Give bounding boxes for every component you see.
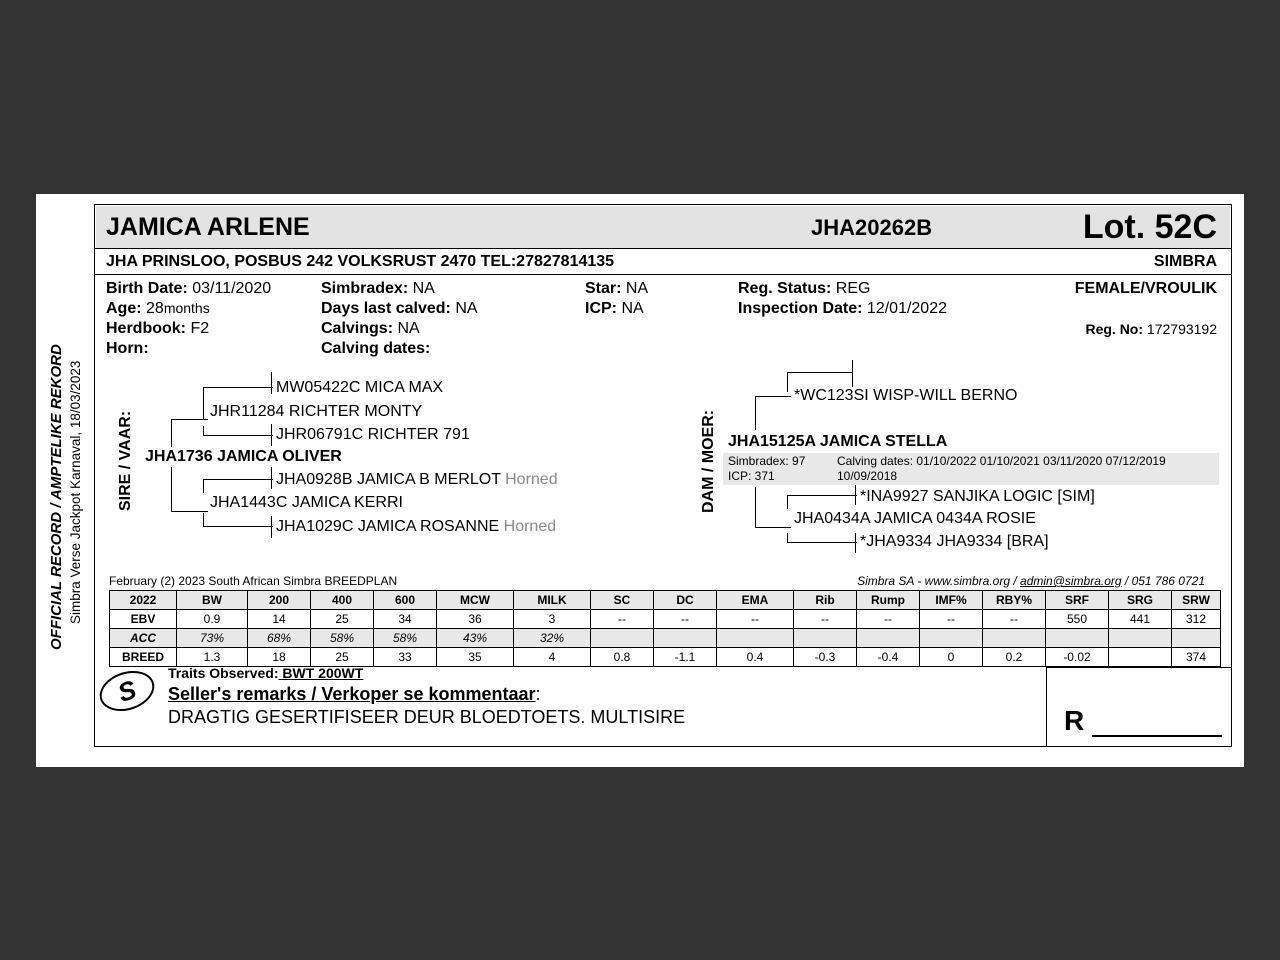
simbradex: Simbradex: NA [321, 280, 435, 297]
tree-line [271, 424, 272, 446]
tree-line [852, 360, 853, 387]
table-cell: 25 [311, 610, 374, 629]
breeder-divider [95, 274, 1231, 275]
header-divider [95, 248, 1231, 249]
column-header: 600 [374, 591, 437, 610]
table-cell: -- [591, 610, 654, 629]
catalogue-card [36, 194, 1244, 767]
tree-line [855, 485, 856, 505]
column-header: SRG [1109, 591, 1172, 610]
table-cell [591, 629, 654, 648]
tree-line [203, 387, 273, 388]
table-cell: -0.4 [857, 648, 920, 667]
column-header: MCW [437, 591, 514, 610]
table-cell: 4 [514, 648, 591, 667]
table-cell: -- [717, 610, 794, 629]
table-cell: -- [654, 610, 717, 629]
tree-line [755, 527, 791, 528]
tree-line [787, 495, 788, 509]
price-label: R [1064, 705, 1085, 736]
table-cell: 0.2 [983, 648, 1046, 667]
simbra-logo: S [94, 664, 159, 717]
table-cell: 14 [248, 610, 311, 629]
table-cell: -- [983, 610, 1046, 629]
tree-line [203, 513, 204, 527]
table-cell [920, 629, 983, 648]
tree-line [203, 479, 204, 493]
tree-line [787, 372, 788, 392]
table-cell: -- [794, 610, 857, 629]
sellers-remarks-heading: Seller's remarks / Verkoper se kommentaar: [168, 684, 541, 704]
tree-line [271, 372, 272, 394]
table-cell: 68% [248, 629, 311, 648]
table-cell [1172, 629, 1221, 648]
table-cell [983, 629, 1046, 648]
tree-line [755, 396, 791, 397]
dam-label: DAM / MOER: [700, 409, 717, 513]
contact-email-link[interactable]: admin@simbra.org [1020, 574, 1122, 588]
sire-sire-sire: MW05422C MICA MAX [276, 379, 444, 396]
lot-number: Lot. 52C [1082, 208, 1217, 246]
breeder-line: JHA PRINSLOO, POSBUS 242 VOLKSRUST 2470 TEL:27827814135 [106, 253, 615, 270]
table-cell: 58% [374, 629, 437, 648]
reg-status: Reg. Status: REG [738, 280, 871, 297]
column-header: MILK [514, 591, 591, 610]
column-header: SRW [1172, 591, 1221, 610]
table-cell [1109, 648, 1172, 667]
calvings: Calvings: NA [321, 320, 420, 337]
row-label: EBV [110, 610, 177, 629]
tree-line [787, 495, 857, 496]
sellers-remarks: DRAGTIG GESERTIFISEER DEUR BLOEDTOETS. MULTISIRE [168, 707, 686, 727]
price-line [1092, 735, 1222, 737]
row-label: BREED [110, 648, 177, 667]
reg-no: Reg. No: 172793192 [1085, 321, 1217, 337]
table-cell: 374 [1172, 648, 1221, 667]
breed-name: SIMBRA [1153, 253, 1217, 270]
table-cell: 1.3 [177, 648, 248, 667]
sale-label: Simbra Verse Jackpot Karnaval, 18/03/2023 [68, 360, 83, 624]
sire-sire-dam: JHR06791C RICHTER 791 [276, 426, 470, 443]
table-row-acc [110, 629, 1221, 648]
column-header: BW [177, 591, 248, 610]
tree-line [203, 435, 273, 436]
age: Age: 28months [106, 300, 210, 317]
table-row-ebv [110, 610, 1221, 629]
dam-calving-dates: Calving dates: 01/10/2022 01/10/2021 03/11/2020 07/12/2019 [837, 454, 1166, 468]
icp: ICP: NA [585, 300, 644, 317]
table-cell: 3 [514, 610, 591, 629]
animal-reg-id: JHA20262B [811, 215, 933, 240]
table-cell: -1.1 [654, 648, 717, 667]
table-cell: -0.02 [1046, 648, 1109, 667]
tree-line [203, 387, 204, 419]
table-cell: 32% [514, 629, 591, 648]
dam-calving-dates-2: 10/09/2018 [837, 469, 898, 483]
dam-dam: JHA0434A JAMICA 0434A ROSIE [794, 510, 1036, 527]
breedplan-contact: Simbra SA - www.simbra.org / admin@simbra.org / 051 786 0721 [857, 574, 1205, 588]
table-row-breed [110, 648, 1221, 667]
price-box-top [1046, 667, 1231, 668]
dam-simbradex: Simbradex: 97 [728, 454, 806, 468]
animal-name: JAMICA ARLENE [106, 213, 310, 241]
table-cell [1046, 629, 1109, 648]
table-cell: 18 [248, 648, 311, 667]
star: Star: NA [585, 280, 649, 297]
table-cell: -0.3 [794, 648, 857, 667]
tree-line [171, 419, 208, 420]
tree-line [271, 516, 272, 538]
table-cell: -- [857, 610, 920, 629]
table-cell [857, 629, 920, 648]
tree-line [203, 526, 273, 527]
table-cell: 33 [374, 648, 437, 667]
calving-dates: Calving dates: [321, 340, 431, 357]
tree-line [787, 542, 857, 543]
breedplan-title: February (2) 2023 South African Simbra BREEDPLAN [109, 574, 398, 588]
table-cell: 441 [1109, 610, 1172, 629]
column-header: SRF [1046, 591, 1109, 610]
dam-name: JHA15125A JAMICA STELLA [728, 433, 948, 450]
column-header: 200 [248, 591, 311, 610]
column-header: IMF% [920, 591, 983, 610]
table-cell: 0.8 [591, 648, 654, 667]
dam-dam-dam: *JHA9334 JHA9334 [BRA] [860, 533, 1049, 550]
sex: FEMALE/VROULIK [1074, 280, 1217, 297]
tree-line [171, 467, 172, 511]
tree-line [787, 372, 852, 373]
traits-observed: Traits Observed: BWT 200WT [168, 665, 364, 681]
tree-line [171, 419, 172, 447]
table-cell: 58% [311, 629, 374, 648]
breedplan-table [109, 590, 1221, 667]
table-cell: 25 [311, 648, 374, 667]
column-header: EMA [717, 591, 794, 610]
sire-label: SIRE / VAAR: [117, 410, 134, 511]
table-cell [717, 629, 794, 648]
column-header: SC [591, 591, 654, 610]
column-header: RBY% [983, 591, 1046, 610]
sire-name: JHA1736 JAMICA OLIVER [145, 448, 342, 465]
tree-line [271, 467, 272, 489]
table-cell: 73% [177, 629, 248, 648]
sire-sire: JHR11284 RICHTER MONTY [210, 403, 423, 420]
official-record-label: OFFICIAL RECORD / AMPTELIKE REKORD [48, 344, 65, 650]
row-label: ACC [110, 629, 177, 648]
table-cell [654, 629, 717, 648]
sire-dam: JHA1443C JAMICA KERRI [210, 494, 403, 511]
sire-dam-sire: JHA0928B JAMICA B MERLOT Horned [276, 471, 558, 488]
table-cell: -- [920, 610, 983, 629]
horn: Horn: [106, 340, 149, 357]
tree-line [171, 511, 208, 512]
table-cell: 0.9 [177, 610, 248, 629]
dam-dam-sire: *INA9927 SANJIKA LOGIC [SIM] [860, 488, 1095, 505]
table-cell: 43% [437, 629, 514, 648]
record-frame [94, 204, 1232, 747]
table-cell: 36 [437, 610, 514, 629]
column-header: 2022 [110, 591, 177, 610]
tree-line [755, 396, 756, 430]
herdbook: Herdbook: F2 [106, 320, 210, 337]
column-header: DC [654, 591, 717, 610]
inspection-date: Inspection Date: 12/01/2022 [738, 300, 947, 317]
column-header: Rib [794, 591, 857, 610]
column-header: 400 [311, 591, 374, 610]
dam-icp: ICP: 371 [728, 469, 775, 483]
sire-dam-dam: JHA1029C JAMICA ROSANNE Horned [276, 518, 557, 535]
tree-line [203, 479, 273, 480]
table-cell [794, 629, 857, 648]
dam-sire: *WC123SI WISP-WILL BERNO [794, 387, 1018, 404]
table-cell: 34 [374, 610, 437, 629]
table-cell [1109, 629, 1172, 648]
column-header: Rump [857, 591, 920, 610]
price-box-left [1046, 667, 1047, 747]
birth-date: Birth Date: 03/11/2020 [106, 280, 272, 297]
days-last-calved: Days last calved: NA [321, 300, 478, 317]
table-header-row [110, 591, 1221, 610]
table-cell: 0.4 [717, 648, 794, 667]
table-cell: 312 [1172, 610, 1221, 629]
table-cell: 0 [920, 648, 983, 667]
table-cell: 35 [437, 648, 514, 667]
tree-line [855, 533, 856, 553]
tree-line [755, 487, 756, 527]
table-cell: 550 [1046, 610, 1109, 629]
